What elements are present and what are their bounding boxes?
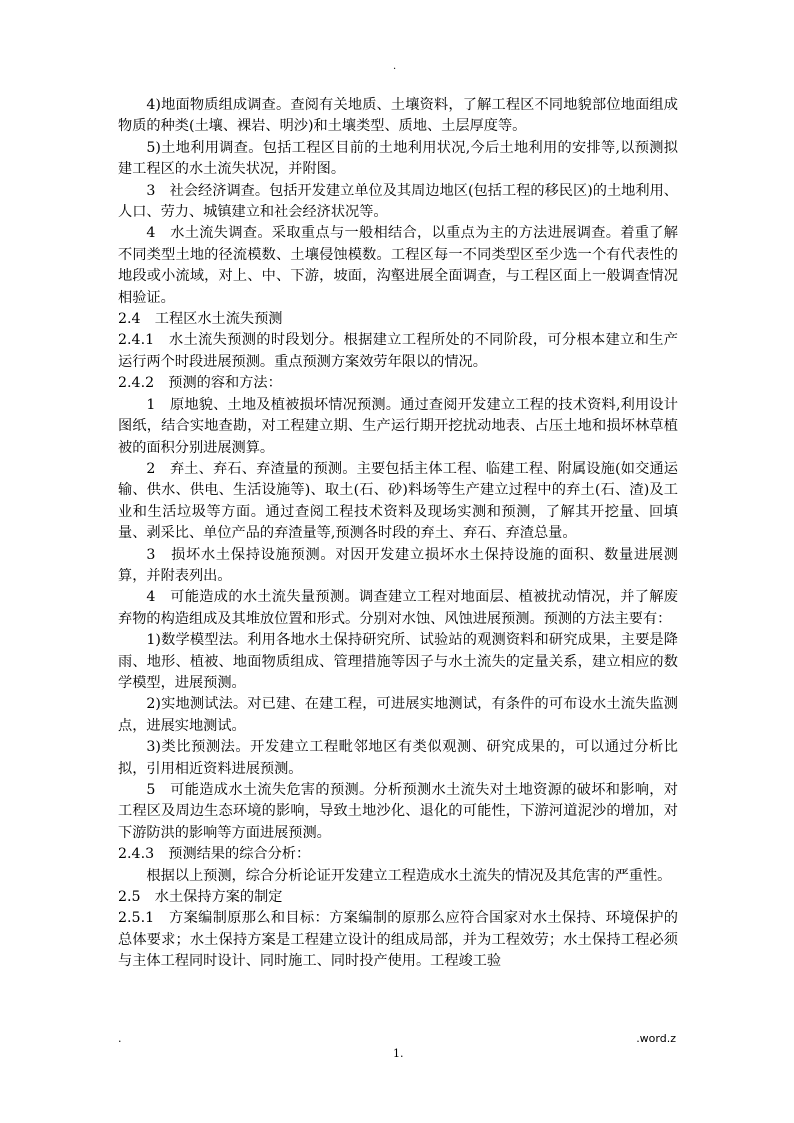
footer-watermark: .word.z — [636, 1032, 676, 1045]
footer-dot: . — [118, 1032, 122, 1045]
paragraph: 2 弃土、弃石、弃渣量的预测。主要包括主体工程、临建工程、附属设施(如交通运输、供水、供电、生活设施等)、取土(石、砂)料场等生产建立过程中的弃土(石、渣)及工业和生活垃圾等方面。通过查阅工程技术资料及现场实测和预测，了解其开挖量、回填量、剥采比、单位产品的弃渣量等,预测各时段的弃土、弃石、弃渣总量。 — [118, 460, 678, 542]
section-heading: 2.4 工程区水土流失预测 — [118, 311, 283, 328]
paragraph: 4)地面物质组成调查。查阅有关地质、土壤资料，了解工程区不同地貌部位地面组成物质的种类(土壤、裸岩、明沙)和土壤类型、质地、土层厚度等。 — [118, 97, 678, 135]
section-heading: 2.4.3 预测结果的综合分析： — [118, 846, 311, 863]
paragraph: 3 社会经济调查。包括开发建立单位及其周边地区(包括工程的移民区)的土地利用、人口、劳力、城镇建立和社会经济状况等。 — [118, 182, 678, 221]
paragraph: 2.5.1 方案编制原那么和目标：方案编制的原那么应符合国家对水土保持、环境保护的总体要求；水土保持方案是工程建立设计的组成局部，并为工程效劳；水土保持工程必须与主体工程同时设计、同时施工、同时投产使用。工程竣工验 — [118, 910, 678, 970]
page-number: 1. — [393, 1047, 404, 1060]
header-dot: . — [393, 61, 397, 72]
paragraph: 3)类比预测法。开发建立工程毗邻地区有类似观测、研究成果的，可以通过分析比拟，引用相近资料进展预测。 — [118, 739, 678, 777]
section-heading: 2.4.2 预测的容和方法： — [118, 375, 282, 392]
paragraph: 2.4.1 水土流失预测的时段划分。根据建立工程所处的不同阶段，可分根本建立和生产运行两个时段进展预测。重点预测方案效劳年限以的情况。 — [118, 332, 678, 370]
section-heading: 2.5 水土保持方案的制定 — [118, 889, 283, 906]
document-body — [118, 95, 678, 973]
paragraph: 4 水土流失调查。采取重点与一般相结合，以重点为主的方法进展调查。着重了解不同类型土地的径流模数、土壤侵蚀模数。工程区每一不同类型区至少选一个有代表性的地段或小流域，对上、中、下游，坡面，沟壑进展全面调查，与工程区面上一般调查情况相验证。 — [118, 225, 678, 306]
paragraph: 5 可能造成水土流失危害的预测。分析预测水土流失对土地资源的破坏和影响，对工程区及周边生态环境的影响，导致土地沙化、退化的可能性，下游河道泥沙的增加，对下游防洪的影响等方面进展预测。 — [118, 782, 678, 841]
paragraph: 1 原地貌、土地及植被损坏情况预测。通过查阅开发建立工程的技术资料,利用设计图纸，结合实地查勘，对工程建立期、生产运行期开挖扰动地表、占压土地和损坏林草植被的面积分别进展测算。 — [118, 396, 678, 456]
paragraph: 3 损坏水土保持设施预测。对因开发建立损坏水土保持设施的面积、数量进展测算，并附表列出。 — [118, 546, 678, 584]
paragraph: 根据以上预测，综合分析论证开发建立工程造成水土流失的情况及其危害的严重性。 — [146, 867, 672, 884]
paragraph: 2)实地测试法。对已建、在建工程，可进展实地测试，有条件的可布设水土流失监测点，进展实地测试。 — [118, 696, 678, 734]
paragraph: 1)数学模型法。利用各地水土保持研究所、试验站的观测资料和研究成果，主要是降雨、地形、植被、地面物质组成、管理措施等因子与水土流失的定量关系，建立相应的数学模型，进展预测。 — [118, 632, 678, 691]
paragraph: 5)土地利用调查。包括工程区目前的土地利用状况,今后土地利用的安排等,以预测拟建工程区的水土流失状况，并附图。 — [118, 139, 678, 178]
paragraph: 4 可能造成的水土流失量预测。调查建立工程对地面层、植被扰动情况，并了解废弃物的构造组成及其堆放位置和形式。分别对水蚀、风蚀进展预测。预测的方法主要有： — [118, 589, 678, 627]
